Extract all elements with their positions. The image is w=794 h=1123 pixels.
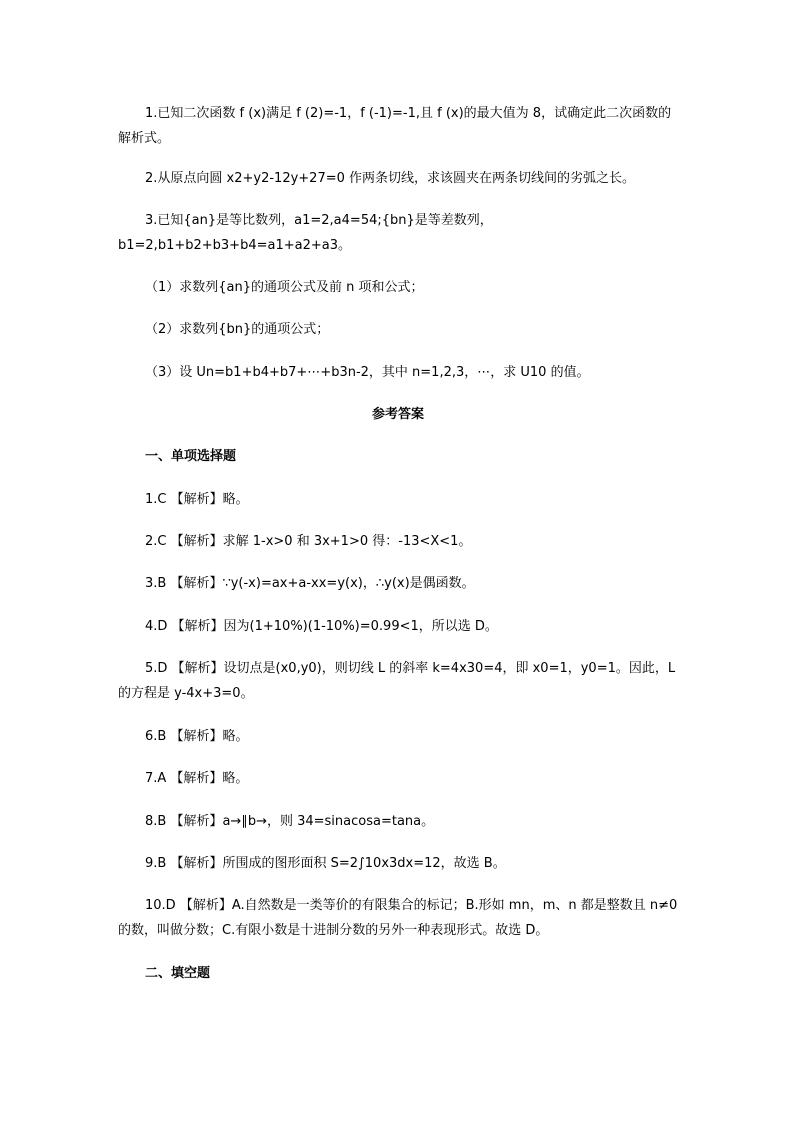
answers-title: 参考答案 xyxy=(371,407,424,422)
question-3-line-1: 3.已知{an}是等比数列，a1=2,a4=54;{bn}是等差数列， xyxy=(145,213,493,228)
question-1: 1.已知二次函数 f (x)满足 f (2)=-1，f (-1)=-1,且 f (x)的最大值为 8，试确定此二次函数的解析式。 xyxy=(118,106,672,146)
answer-item-10: 10.D 【解析】A.自然数是一类等价的有限集合的标记；B.形如 mn，m、n 都是整数且 n≠0 的数，叫做分数；C.有限小数是十进制分数的另外一种表现形式。故选 D。 xyxy=(118,898,678,938)
question-3-part-3: （3）设 Un=b1+b4+b7+⋯+b3n-2，其中 n=1,2,3，⋯，求 U10 的值。 xyxy=(145,365,590,380)
section-1-heading: 一、单项选择题 xyxy=(145,449,237,464)
answer-item-8: 8.B 【解析】a→∥b→，则 34=sinacosa=tana。 xyxy=(145,814,435,829)
question-3-part-2: （2）求数列{bn}的通项公式； xyxy=(145,322,330,337)
answer-item-5: 5.D 【解析】设切点是(x0,y0)，则切线 L 的斜率 k=4x30=4，即 x0=1，y0=1。因此，L 的方程是 y-4x+3=0。 xyxy=(118,661,676,701)
answer-item-9: 9.B 【解析】所围成的图形面积 S=2∫10x3dx=12，故选 B。 xyxy=(145,856,506,871)
question-3-line-2: b1=2,b1+b2+b3+b4=a1+a2+a3。 xyxy=(118,238,351,253)
section-2-heading: 二、填空题 xyxy=(145,966,211,981)
answer-item-3: 3.B 【解析】∵y(-x)=ax+a-xx=y(x)，∴y(x)是偶函数。 xyxy=(145,576,475,591)
answer-item-1: 1.C 【解析】略。 xyxy=(145,492,249,507)
question-2: 2.从原点向圆 x2+y2-12y+27=0 作两条切线，求该圆夹在两条切线间的劣弧之长。 xyxy=(145,171,636,186)
answer-item-7: 7.A 【解析】略。 xyxy=(145,771,249,786)
answer-item-4: 4.D 【解析】因为(1+10%)(1-10%)=0.99<1，所以选 D。 xyxy=(145,619,498,634)
answer-item-2: 2.C 【解析】求解 1-x>0 和 3x+1>0 得：-13<X<1。 xyxy=(145,534,472,549)
answer-item-6: 6.B 【解析】略。 xyxy=(145,729,249,744)
question-3-part-1: （1）求数列{an}的通项公式及前 n 项和公式； xyxy=(145,280,424,295)
